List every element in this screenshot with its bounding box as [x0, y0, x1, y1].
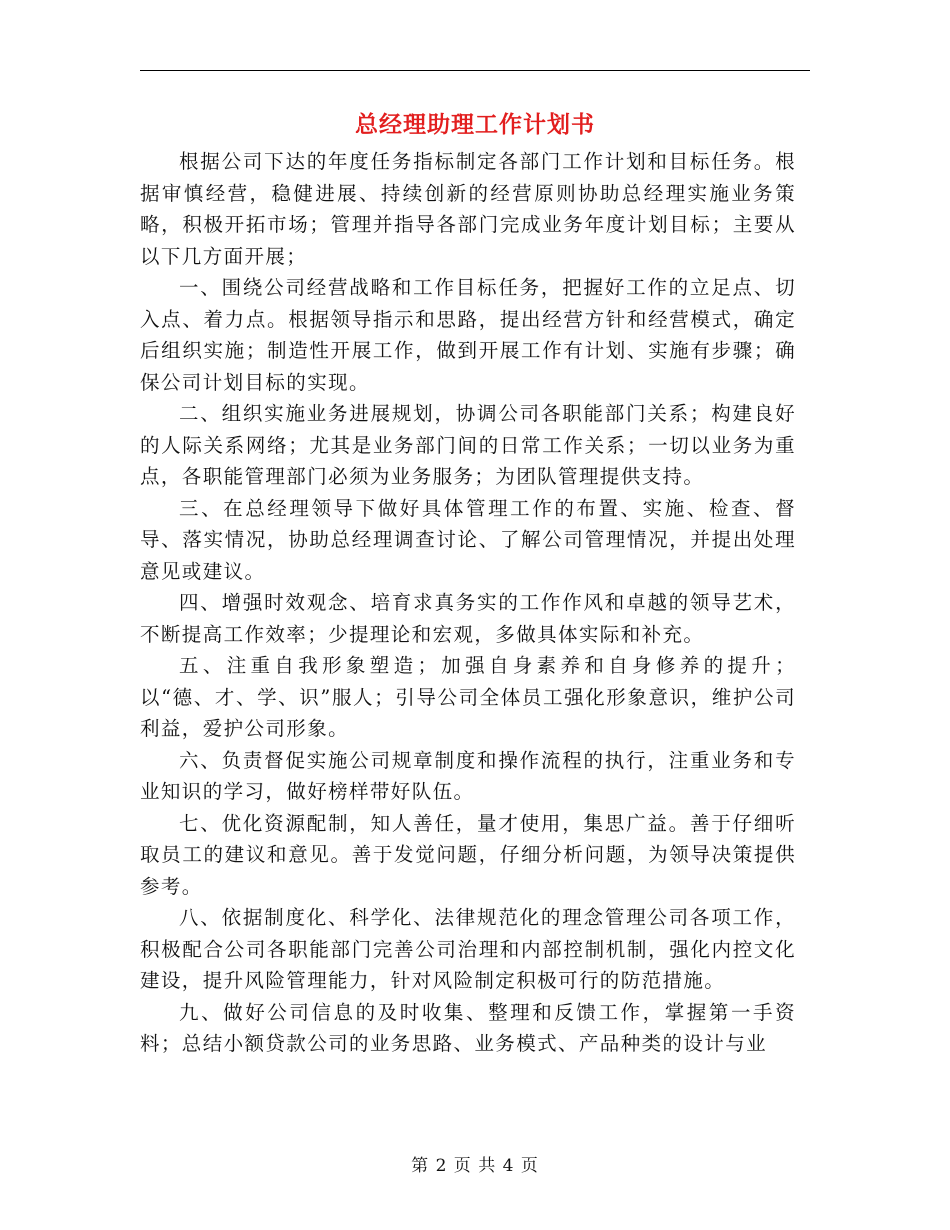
paragraph-5: 五、注重自我形象塑造；加强自身素养和自身修养的提升；以“德、才、学、识”服人；引导公司全体员工强化形象意识，维护公司利益，爱护公司形象。	[140, 654, 796, 740]
document-title: 总经理助理工作计划书	[355, 111, 595, 138]
document-body	[140, 146, 796, 1060]
paragraph-6: 六、负责督促实施公司规章制度和操作流程的执行，注重业务和专业知识的学习，做好榜样带好队伍。	[140, 748, 796, 803]
paragraph-1: 一、围绕公司经营战略和工作目标任务，把握好工作的立足点、切入点、着力点。根据领导指示和思路，提出经营方针和经营模式，确定后组织实施；制造性开展工作，做到开展工作有计划、实施有步骤；确保公司计划目标的实现。	[140, 276, 796, 394]
paragraph-7: 七、优化资源配制，知人善任，量才使用，集思广益。善于仔细听取员工的建议和意见。善于发觉问题，仔细分析问题，为领导决策提供参考。	[140, 811, 796, 898]
paragraph-8: 八、依据制度化、科学化、法律规范化的理念管理公司各项工作，积极配合公司各职能部门完善公司治理和内部控制机制，强化内控文化建设，提升风险管理能力，针对风险制定积极可行的防范措施。	[140, 906, 796, 992]
paragraph-9: 九、做好公司信息的及时收集、整理和反馈工作，掌握第一手资料；总结小额贷款公司的业务思路、业务模式、产品种类的设计与业	[140, 1000, 796, 1055]
paragraph-4: 四、增强时效观念、培育求真务实的工作作风和卓越的领导艺术，不断提高工作效率；少提理论和宏观，多做具体实际和补充。	[140, 591, 796, 646]
header-rule	[140, 70, 810, 71]
paragraph-3: 三、在总经理领导下做好具体管理工作的布置、实施、检查、督导、落实情况，协助总经理调查讨论、了解公司管理情况，并提出处理意见或建议。	[140, 496, 796, 583]
paragraph-intro: 根据公司下达的年度任务指标制定各部门工作计划和目标任务。根据审慎经营，稳健进展、持续创新的经营原则协助总经理实施业务策略，积极开拓市场；管理并指导各部门完成业务年度计划目标；主要从以下几方面开展；	[140, 150, 796, 268]
paragraph-2: 二、组织实施业务进展规划，协调公司各职能部门关系；构建良好的人际关系网络；尤其是业务部门间的日常工作关系；一切以业务为重点，各职能管理部门必须为业务服务；为团队管理提供支持。	[140, 402, 796, 488]
page-number-footer: 第 2 页 共 4 页	[411, 1156, 539, 1176]
